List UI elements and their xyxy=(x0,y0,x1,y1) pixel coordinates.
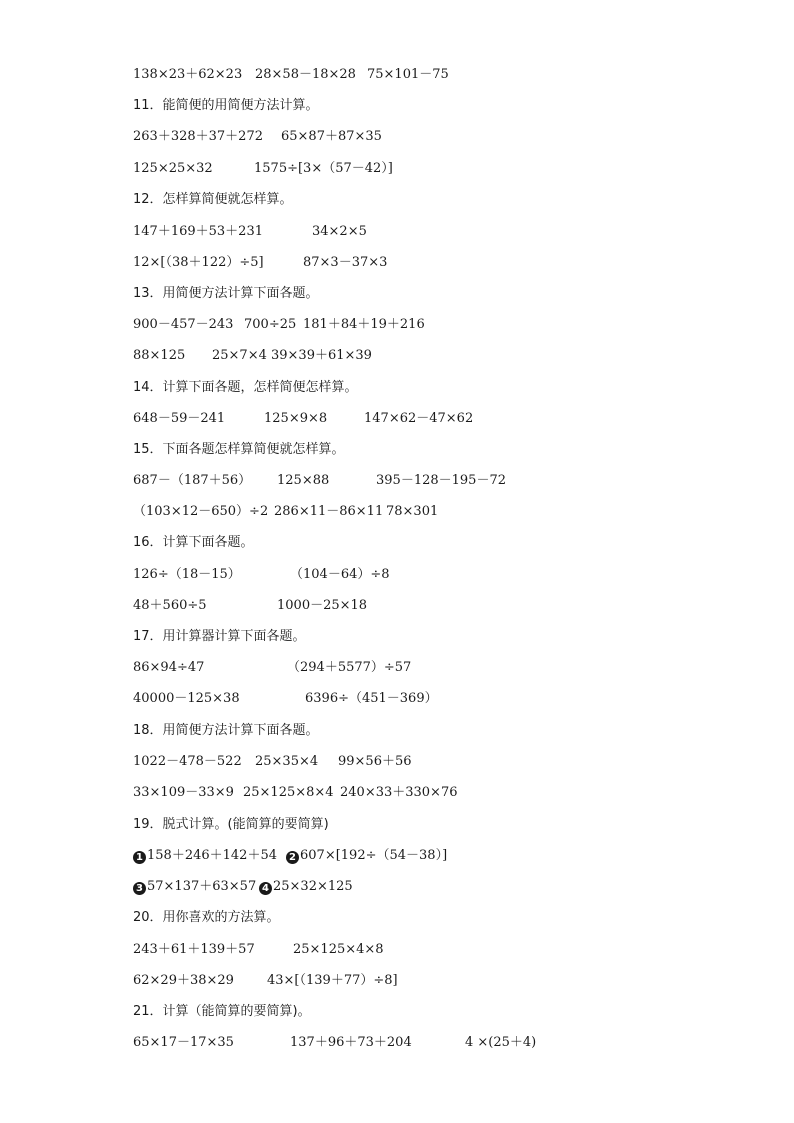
math-expression: 48＋560÷5 xyxy=(133,598,207,613)
math-expression: 78×301 xyxy=(386,504,439,519)
math-expression: 1022－478－522 xyxy=(133,754,242,769)
expression-row xyxy=(0,689,794,709)
question-heading-row xyxy=(0,96,794,116)
math-expression: 125×9×8 xyxy=(264,411,328,426)
math-expression: 25×125×4×8 xyxy=(293,942,384,957)
math-expression xyxy=(133,846,277,866)
math-expression: （103×12－650）÷2 xyxy=(133,504,269,519)
math-expression: 25×35×4 xyxy=(255,754,319,769)
math-expression xyxy=(133,877,256,897)
circled-number-badge: 2 xyxy=(286,851,299,864)
expression-row xyxy=(0,877,794,897)
math-expression: 99×56＋56 xyxy=(338,754,412,769)
math-expression: 12×[（38＋122）÷5] xyxy=(133,255,264,270)
math-expression: 40000－125×38 xyxy=(133,691,240,706)
math-expression: 25×7×4 xyxy=(212,348,267,363)
question-heading: 12．怎样算简便就怎样算。 xyxy=(133,192,293,207)
circled-number-badge: 1 xyxy=(133,851,146,864)
expression-row xyxy=(0,783,794,803)
expression-row xyxy=(0,315,794,335)
expression-row xyxy=(0,565,794,585)
math-expression: 286×11－86×11 xyxy=(274,504,384,519)
circled-number-badge: 4 xyxy=(259,882,272,895)
expression-text: 158＋246＋142＋54 xyxy=(147,848,277,863)
math-expression: （104－64）÷8 xyxy=(290,567,390,582)
expression-row xyxy=(0,596,794,616)
question-heading-row xyxy=(0,721,794,741)
math-expression: 39×39＋61×39 xyxy=(271,348,372,363)
math-expression: 6396÷（451－369） xyxy=(305,691,438,706)
expression-row xyxy=(0,846,794,866)
question-heading: 18．用简便方法计算下面各题。 xyxy=(133,723,319,738)
question-heading-row xyxy=(0,908,794,928)
question-heading: 19．脱式计算。(能简算的要简算) xyxy=(133,817,329,832)
expression-row xyxy=(0,409,794,429)
math-expression: 125×25×32 xyxy=(133,161,213,176)
math-expression: 263＋328＋37＋272 xyxy=(133,129,263,144)
question-heading: 16．计算下面各题。 xyxy=(133,535,254,550)
math-expression: 648－59－241 xyxy=(133,411,226,426)
expression-row xyxy=(0,752,794,772)
expression-row xyxy=(0,65,794,85)
question-heading-row xyxy=(0,190,794,210)
question-heading: 11．能简便的用简便方法计算。 xyxy=(133,98,319,113)
question-heading: 13．用简便方法计算下面各题。 xyxy=(133,286,319,301)
expression-row xyxy=(0,502,794,522)
math-expression: 88×125 xyxy=(133,348,186,363)
math-expression: 147×62－47×62 xyxy=(364,411,474,426)
math-expression: 34×2×5 xyxy=(312,224,367,239)
math-expression: 65×87＋87×35 xyxy=(281,129,382,144)
question-heading-row xyxy=(0,627,794,647)
expression-row xyxy=(0,471,794,491)
math-expression: 700÷25 xyxy=(244,317,297,332)
math-expression: （294＋5577）÷57 xyxy=(287,660,412,675)
question-heading: 15．下面各题怎样算简便就怎样算。 xyxy=(133,442,345,457)
math-expression: 181＋84＋19＋216 xyxy=(303,317,425,332)
question-heading-row xyxy=(0,533,794,553)
math-expression: 86×94÷47 xyxy=(133,660,205,675)
question-heading-row xyxy=(0,284,794,304)
math-expression: 87×3－37×3 xyxy=(303,255,388,270)
math-expression: 33×109－33×9 xyxy=(133,785,234,800)
math-expression: 137＋96＋73＋204 xyxy=(290,1035,412,1050)
math-expression: 687－（187＋56） xyxy=(133,473,252,488)
expression-row xyxy=(0,1033,794,1053)
question-heading: 21．计算（能简算的要简算)。 xyxy=(133,1004,311,1019)
expression-row xyxy=(0,971,794,991)
math-expression: 240×33＋330×76 xyxy=(340,785,458,800)
math-expression: 395－128－195－72 xyxy=(376,473,506,488)
math-expression: 147＋169＋53＋231 xyxy=(133,224,263,239)
expression-row xyxy=(0,658,794,678)
expression-row xyxy=(0,127,794,147)
math-expression: 900－457－243 xyxy=(133,317,234,332)
expression-text: 607×[192÷（54－38）] xyxy=(300,848,448,863)
circled-number-badge: 3 xyxy=(133,882,146,895)
expression-row xyxy=(0,940,794,960)
math-expression: 75×101－75 xyxy=(367,67,449,82)
expression-text: 57×137＋63×57 xyxy=(147,879,257,894)
expression-row xyxy=(0,159,794,179)
expression-row xyxy=(0,346,794,366)
math-expression: 125×88 xyxy=(277,473,330,488)
math-expression: 43×[（139＋77）÷8] xyxy=(267,973,398,988)
question-heading-row xyxy=(0,815,794,835)
question-heading-row xyxy=(0,378,794,398)
question-heading: 17．用计算器计算下面各题。 xyxy=(133,629,306,644)
math-expression: 126÷（18－15） xyxy=(133,567,241,582)
math-expression: 65×17－17×35 xyxy=(133,1035,234,1050)
math-expression: 28×58－18×28 xyxy=(255,67,356,82)
expression-text: 25×32×125 xyxy=(273,879,353,894)
question-heading-row xyxy=(0,1002,794,1022)
math-expression xyxy=(259,877,353,897)
math-expression: 138×23＋62×23 xyxy=(133,67,243,82)
question-heading: 14．计算下面各题，怎样简便怎样算。 xyxy=(133,380,358,395)
question-heading-row xyxy=(0,440,794,460)
expression-row xyxy=(0,253,794,273)
math-expression xyxy=(286,846,447,866)
math-expression: 4 ×(25＋4) xyxy=(465,1035,537,1050)
math-expression: 243＋61＋139＋57 xyxy=(133,942,255,957)
expression-row xyxy=(0,222,794,242)
math-expression: 62×29＋38×29 xyxy=(133,973,234,988)
math-expression: 1575÷[3×（57－42）] xyxy=(254,161,393,176)
math-expression: 1000－25×18 xyxy=(277,598,368,613)
math-expression: 25×125×8×4 xyxy=(243,785,334,800)
question-heading: 20．用你喜欢的方法算。 xyxy=(133,910,280,925)
